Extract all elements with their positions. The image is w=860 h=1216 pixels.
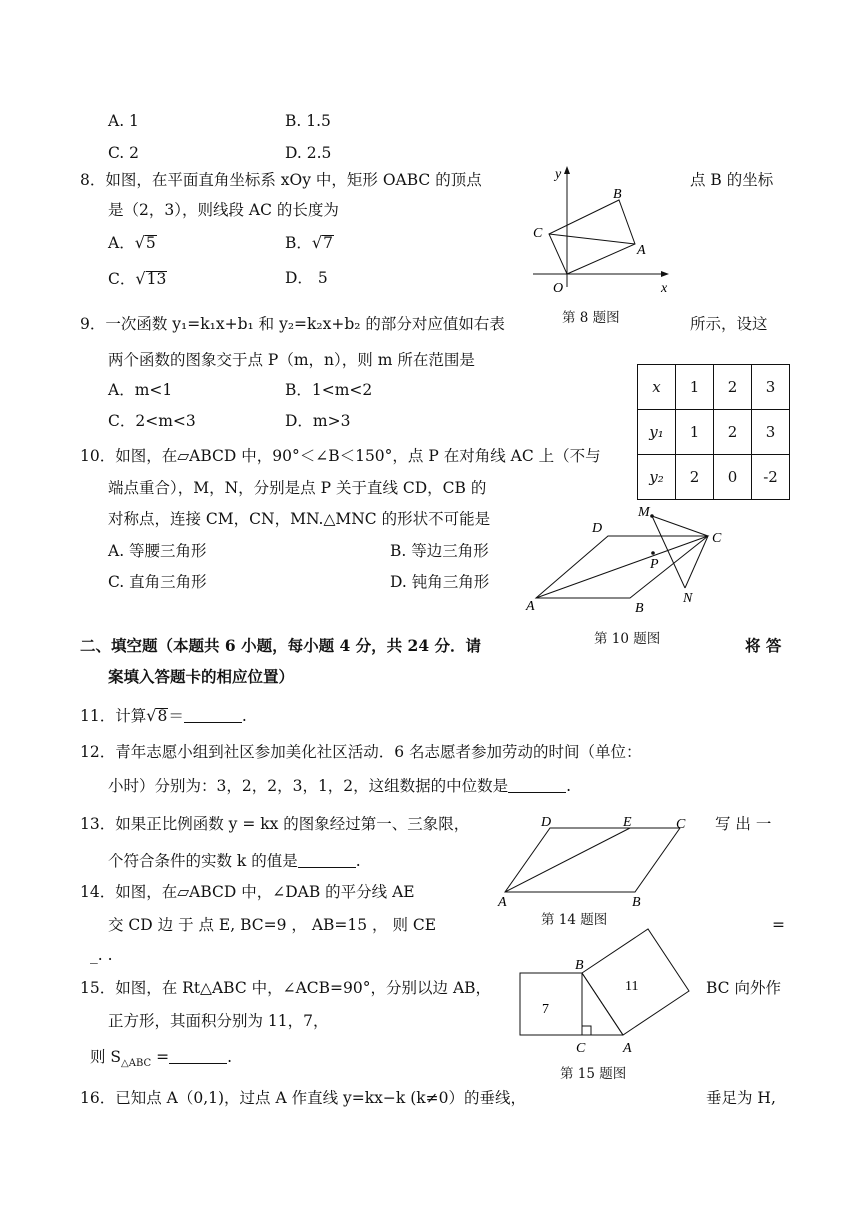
table-row: [638, 410, 790, 455]
q9-line2: 两个函数的图象交于点 P（m，n），则 m 所在范围是: [108, 351, 475, 369]
q8-line1-right: 点 B 的坐标: [690, 171, 774, 189]
figure-15-caption: 第 15 题图: [560, 1066, 627, 1082]
q16-line1: 16．已知点 A（0,1)，过点 A 作直线 y=kx−k (k≠0）的垂线，: [80, 1089, 526, 1107]
q8-option-a-radicand: 5: [145, 234, 156, 252]
q15-line3: [90, 1048, 232, 1070]
label-p: P: [650, 557, 659, 572]
q15-line2: 正方形，其面积分别为 11，7，: [108, 1012, 329, 1030]
q16-line1-right: 垂足为 H,: [706, 1089, 776, 1107]
q8-option-b-label: B．: [285, 234, 312, 252]
table-row: [638, 455, 790, 500]
table-cell: 3: [752, 410, 790, 455]
q15-line1-right: BC 向外作: [706, 979, 781, 997]
label-a: A: [498, 895, 507, 910]
segment-cm: [652, 516, 708, 536]
q13-line2: [108, 852, 361, 871]
q11-prefix: 11．计算: [80, 707, 147, 725]
q12-line1: 12．青年志愿小组到社区参加美化社区活动．6 名志愿者参加劳动的时间（单位：: [80, 743, 642, 761]
table-head-y1: y₁: [638, 410, 676, 455]
label-a: A: [526, 599, 535, 614]
q12-answer-blank: [508, 778, 566, 793]
q12-line2: [108, 777, 571, 796]
q11-equals: ＝: [168, 707, 184, 725]
label-a: A: [623, 1041, 632, 1056]
q13-end: .: [355, 852, 361, 870]
q11-line: [80, 706, 247, 726]
x-axis-arrow-icon: [661, 271, 669, 277]
q11-end: .: [241, 707, 247, 725]
label-x: x: [661, 281, 668, 296]
figure-8-diagram: [525, 162, 675, 297]
parallelogram-abcd: [505, 828, 680, 892]
label-c: C: [676, 817, 686, 832]
q9-option-c: C．2<m<3: [108, 412, 196, 430]
q13-line2-text: 个符合条件的实数 k 的值是: [108, 852, 298, 870]
q9-line1: 9．一次函数 y₁=k₁x+b₁ 和 y₂=k₂x+b₂ 的部分对应值如右表: [80, 315, 505, 333]
q15-answer-blank: [169, 1049, 227, 1064]
label-e: E: [623, 815, 632, 830]
label-area-7: 7: [542, 1002, 549, 1017]
q8-option-b: [285, 233, 334, 253]
q14-line1: 14．如图，在▱ABCD 中，∠DAB 的平分线 AE: [80, 883, 415, 901]
figure-8-caption: 第 8 题图: [562, 310, 620, 326]
label-b: B: [575, 958, 584, 973]
q7-option-a: A. 1: [108, 112, 139, 130]
q9-value-table: [637, 364, 790, 500]
q9-option-a: A．m<1: [108, 381, 173, 399]
q10-option-b: B. 等边三角形: [390, 542, 489, 560]
table-cell: 1: [676, 365, 714, 410]
label-d: D: [592, 521, 603, 536]
table-cell: 3: [752, 365, 790, 410]
q12-end: .: [566, 777, 572, 795]
point-m: [650, 514, 654, 518]
q11-radicand: 8: [157, 707, 168, 725]
label-b: B: [635, 601, 644, 616]
section-2-heading-line1: 二、填空题（本题共 6 小题，每小题 4 分，共 24 分．请: [80, 636, 482, 655]
table-head-y2: y₂: [638, 455, 676, 500]
label-area-11: 11: [625, 979, 639, 994]
q14-line2: 交 CD 边 于 点 E, BC=9 ， AB=15 ， 则 CE: [108, 916, 437, 934]
q8-option-c: [108, 269, 167, 289]
table-cell: 0: [714, 455, 752, 500]
label-a: A: [637, 243, 646, 258]
label-b: B: [613, 187, 622, 202]
q7-option-b: B. 1.5: [285, 112, 331, 130]
label-b: B: [632, 895, 641, 910]
q10-line3: 对称点，连接 CM，CN，MN.△MNC 的形状不可能是: [108, 510, 491, 528]
section-2-heading-line2: 案填入答题卡的相应位置）: [108, 667, 295, 686]
q7-option-c: C. 2: [108, 144, 140, 162]
label-m: M: [638, 505, 650, 520]
q10-line2: 端点重合），M，N，分别是点 P 关于直线 CD，CB 的: [108, 479, 487, 497]
q7-option-d: D. 2.5: [285, 144, 332, 162]
segment-cn: [685, 536, 708, 588]
q13-answer-blank: [298, 853, 356, 868]
q8-line1: 8．如图，在平面直角坐标系 xOy 中，矩形 OABC 的顶点: [80, 171, 482, 189]
point-p: [651, 551, 655, 555]
sqrt-icon: √: [146, 706, 157, 725]
q8-option-a: [108, 233, 157, 253]
sqrt-icon: √: [135, 269, 146, 288]
table-cell: 2: [714, 365, 752, 410]
q13-line1: 13．如果正比例函数 y = kx 的图象经过第一、三象限，: [80, 815, 470, 833]
q8-option-a-label: A．: [108, 234, 135, 252]
figure-14-diagram: [495, 810, 695, 910]
q9-option-b: B．1<m<2: [285, 381, 373, 399]
q11-answer-blank: [184, 708, 242, 723]
q9-line1-right: 所示，设这: [690, 315, 768, 333]
q13-line1-right: 写 出 一: [715, 815, 772, 833]
q8-option-b-radicand: 7: [323, 234, 333, 252]
table-cell: 2: [676, 455, 714, 500]
section-2-heading-right: 将 答: [745, 636, 782, 655]
label-c: C: [712, 531, 722, 546]
label-c: C: [533, 226, 543, 241]
q10-option-a: A. 等腰三角形: [108, 542, 207, 560]
q12-line2-text: 小时）分别为：3，2，2，3，1，2，这组数据的中位数是: [108, 777, 509, 795]
table-cell: -2: [752, 455, 790, 500]
figure-14-caption: 第 14 题图: [541, 912, 608, 928]
table-row: [638, 365, 790, 410]
y-axis-arrow-icon: [564, 166, 570, 174]
square-area-7: [520, 973, 582, 1035]
q8-line2: 是（2，3），则线段 AC 的长度为: [108, 201, 339, 219]
figure-15-diagram: [515, 925, 705, 1060]
segment-ac: [549, 234, 635, 244]
sqrt-icon: √: [134, 233, 145, 252]
q14-line2-right: =: [772, 916, 785, 934]
q10-option-c: C. 直角三角形: [108, 573, 207, 591]
label-o: O: [553, 281, 564, 296]
diagonal-ac: [536, 536, 708, 598]
bisector-ae: [505, 828, 630, 892]
table-cell: 2: [714, 410, 752, 455]
q8-option-c-radicand: 13: [146, 270, 167, 288]
q15-area-subscript: △ABC: [121, 1058, 152, 1070]
q10-option-d: D. 钝角三角形: [390, 573, 490, 591]
q15-end: .: [227, 1048, 233, 1066]
q14-line3: _. .: [90, 946, 113, 964]
sqrt-icon: √: [311, 233, 323, 252]
q15-equals: =: [151, 1048, 170, 1066]
label-n: N: [683, 591, 693, 606]
q15-line1: 15．如图，在 Rt△ABC 中，∠ACB=90°，分别以边 AB，: [80, 979, 492, 997]
q10-line1: 10．如图，在▱ABCD 中，90°＜∠B＜150°，点 P 在对角线 AC 上（不与: [80, 447, 601, 465]
q9-option-d: D．m>3: [285, 412, 351, 430]
q15-line3-prefix: 则 S: [90, 1048, 122, 1066]
label-c: C: [576, 1041, 586, 1056]
q8-option-d: D． 5: [285, 269, 328, 287]
label-y: y: [555, 167, 562, 182]
rectangle-oabc: [549, 200, 635, 274]
right-angle-icon: [582, 1026, 591, 1035]
q8-option-c-label: C．: [108, 270, 136, 288]
figure-10-caption: 第 10 题图: [594, 631, 661, 647]
table-head-x: x: [638, 365, 676, 410]
label-d: D: [541, 815, 552, 830]
figure-10-diagram: [520, 500, 735, 620]
table-cell: 1: [676, 410, 714, 455]
